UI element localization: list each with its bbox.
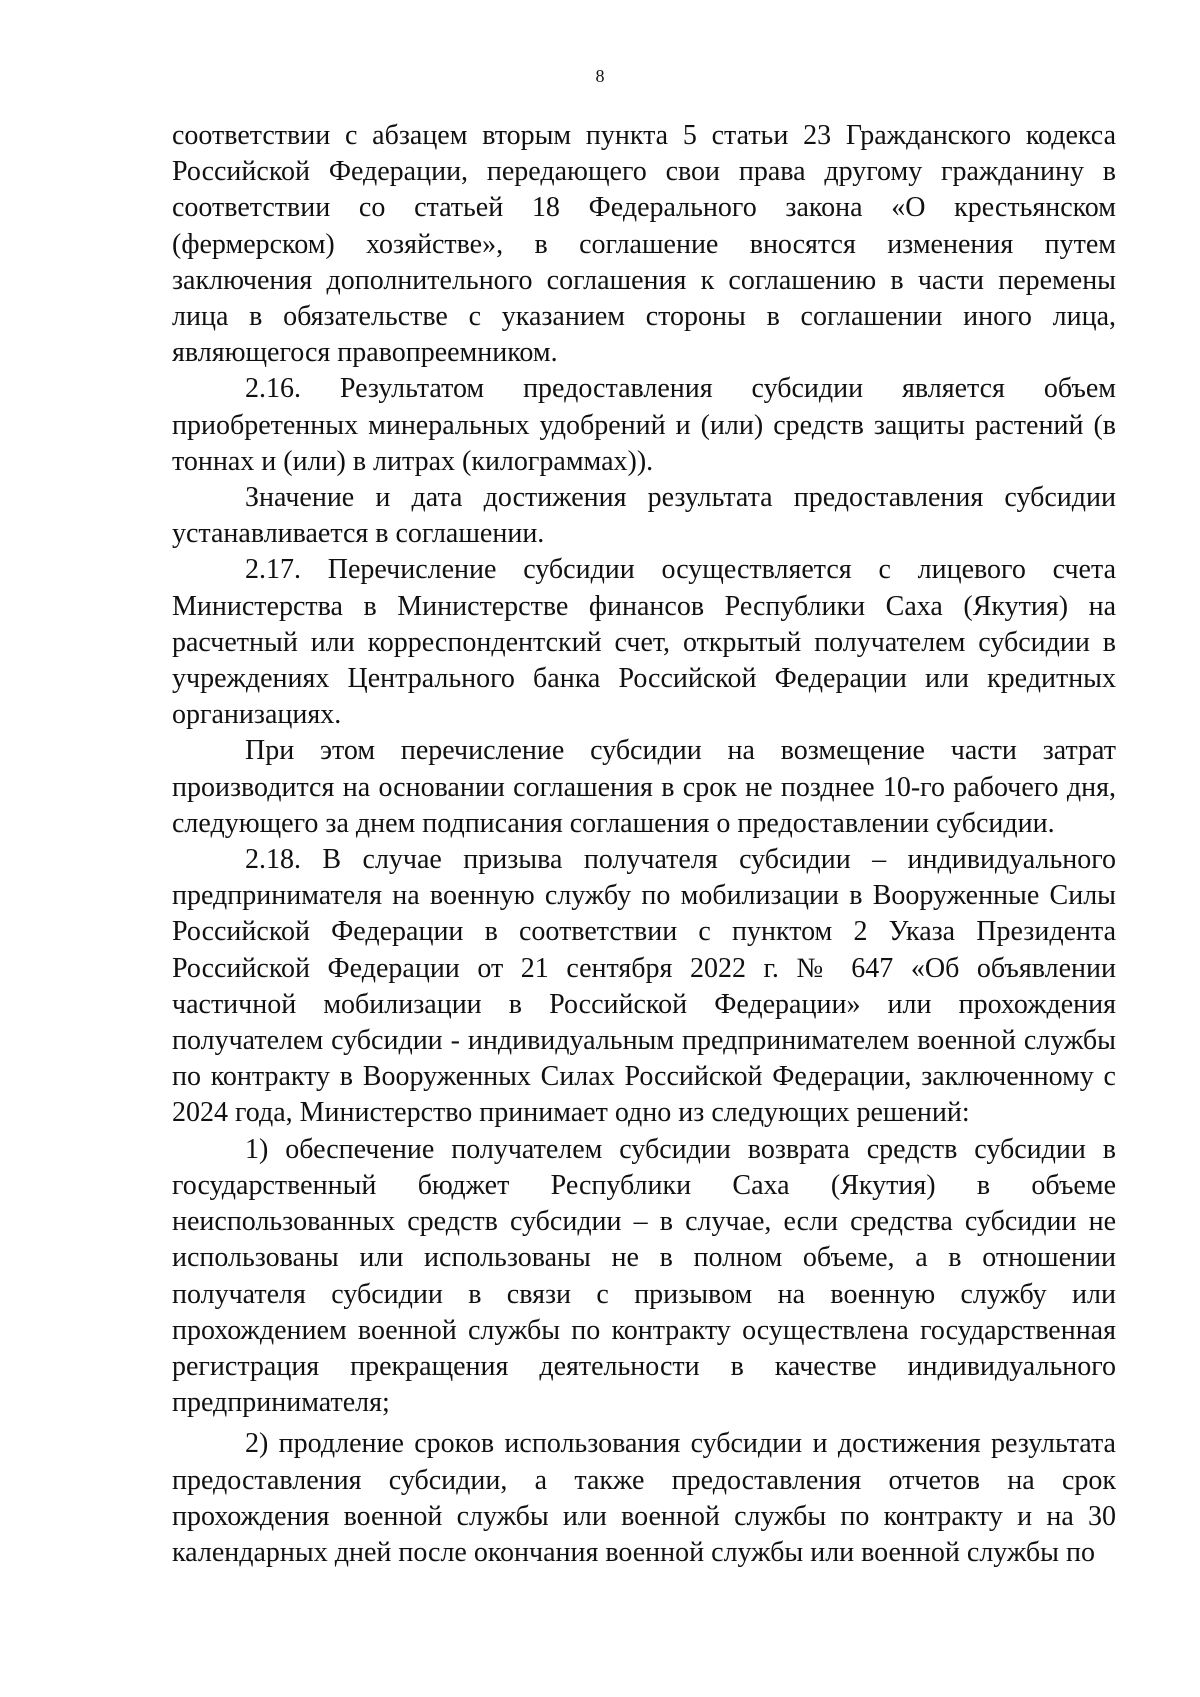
paragraph-result-value: Значение и дата достижения результата предоставления субсидии устанавливается в соглашении. [172, 482, 1116, 550]
page-number: 8 [595, 66, 605, 86]
paragraph-decision-2: 2) продление сроков использования субсидии и достижения результата предоставления субсидии, а также предоставления отчетов на срок прохождения военной службы или военной службы по контракту и на 30 календарных дней после окончания военной службы или военной службы по [172, 1428, 1116, 1568]
paragraph-2-16: 2.16. Результатом предоставления субсидии является объем приобретенных минеральных удобрений и (или) средств защиты растений (в тоннах и (или) в литрах (килограммах)). [172, 373, 1116, 477]
document-body [172, 118, 1116, 1571]
paragraph-continuation: соответствии с абзацем вторым пункта 5 статьи 23 Гражданского кодекса Российской Федерации, передающего свои права другому гражданину в соответствии со статьей 18 Федерального закона «О крестьянском (фермерском) хозяйстве», в соглашение вносятся изменения путем заключения дополнительного соглашения к соглашению в части перемены лица в обязательстве с указанием стороны в соглашении иного лица, являющегося правопреемником. [172, 120, 1116, 369]
paragraph-2-17: 2.17. Перечисление субсидии осуществляется с лицевого счета Министерства в Министерстве финансов Республики Саха (Якутия) на расчетный или корреспондентский счет, открытый получателем субсидии в учреждениях Центрального банка Российской Федерации или кредитных организациях. [172, 554, 1116, 731]
paragraph-transfer-terms: При этом перечисление субсидии на возмещение части затрат производится на основании соглашения в срок не позднее 10-го рабочего дня, следующего за днем подписания соглашения о предоставлении субсидии. [172, 735, 1116, 839]
paragraph-decision-1: 1) обеспечение получателем субсидии возврата средств субсидии в государственный бюджет Республики Саха (Якутия) в объеме неиспользованных средств субсидии – в случае, если средства субсидии не использованы или использованы не в полном объеме, а в отношении получателя субсидии в связи с призывом на военную службу или прохождением военной службы по контракту осуществлена государственная регистрация прекращения деятельности в качестве индивидуального предпринимателя; [172, 1133, 1116, 1419]
paragraph-2-18: 2.18. В случае призыва получателя субсидии – индивидуального предпринимателя на военную службу по мобилизации в Вооруженные Силы Российской Федерации в соответствии с пунктом 2 Указа Президента Российской Федерации от 21 сентября 2022 г. № 647 «Об объявлении частичной мобилизации в Российской Федерации» или прохождения получателем субсидии - индивидуальным предпринимателем военной службы по контракту в Вооруженных Силах Российской Федерации, заключенному с 2024 года, Министерство принимает одно из следующих решений: [172, 844, 1116, 1129]
